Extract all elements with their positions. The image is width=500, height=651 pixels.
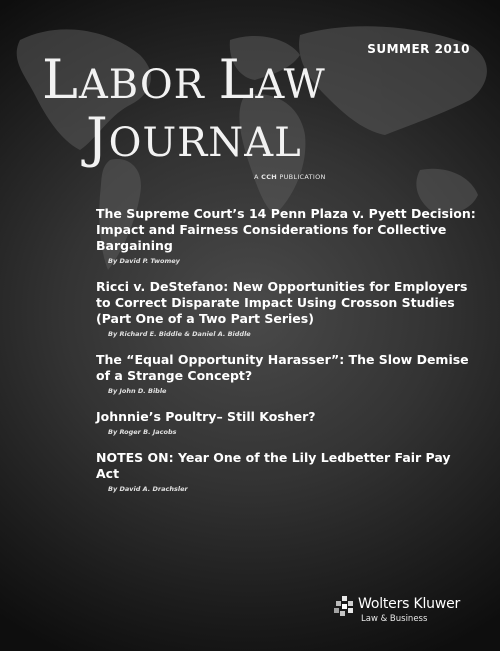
article-list [96, 206, 476, 507]
journal-title-line-1 [42, 48, 326, 111]
article-title: Johnnie’s Poultry– Still Kosher? [96, 409, 316, 424]
publication-line [254, 173, 326, 181]
article-title: Ricci v. DeStefano: New Opportunities for Employers to Correct Disparate Impact Using Crosson Studies (Part One of a Two Part Series) [96, 279, 468, 326]
journal-title-line-2 [86, 106, 302, 169]
article-byline: By David A. Drachsler [108, 485, 188, 493]
article-title: NOTES ON: Year One of the Lily Ledbetter Fair Pay Act [96, 450, 451, 481]
article-byline: By David P. Twomey [108, 257, 180, 265]
article-byline: By Roger B. Jacobs [108, 428, 177, 436]
article-byline: By Richard E. Biddle & Daniel A. Biddle [108, 330, 251, 338]
publication-brand: CCH [261, 173, 278, 181]
article-item [96, 450, 476, 493]
title-initial-l: L [42, 48, 79, 111]
title-initial-j: J [86, 106, 109, 169]
title-word-abor: ABOR [78, 62, 219, 108]
article-byline: By John D. Bible [108, 387, 167, 395]
title-word-aw: AW [255, 62, 326, 108]
issue-date: SUMMER 2010 [367, 42, 470, 56]
article-item [96, 206, 476, 265]
title-initial-l2: L [218, 48, 256, 111]
publication-prefix: A [254, 173, 262, 181]
publisher-logo [334, 592, 484, 632]
title-word-ournal: OURNAL [108, 120, 302, 166]
article-item [96, 409, 476, 436]
wolters-kluwer-logo-icon [334, 596, 356, 618]
article-title: The Supreme Court’s 14 Penn Plaza v. Pyett Decision: Impact and Fairness Considerations for Collective Bargaining [96, 206, 476, 253]
article-item [96, 352, 476, 395]
publisher-name: Wolters Kluwer [358, 596, 461, 612]
article-title: The “Equal Opportunity Harasser”: The Slow Demise of a Strange Concept? [96, 352, 469, 383]
publisher-subtitle: Law & Business [361, 614, 428, 624]
publication-suffix: PUBLICATION [277, 173, 326, 181]
article-item [96, 279, 476, 338]
